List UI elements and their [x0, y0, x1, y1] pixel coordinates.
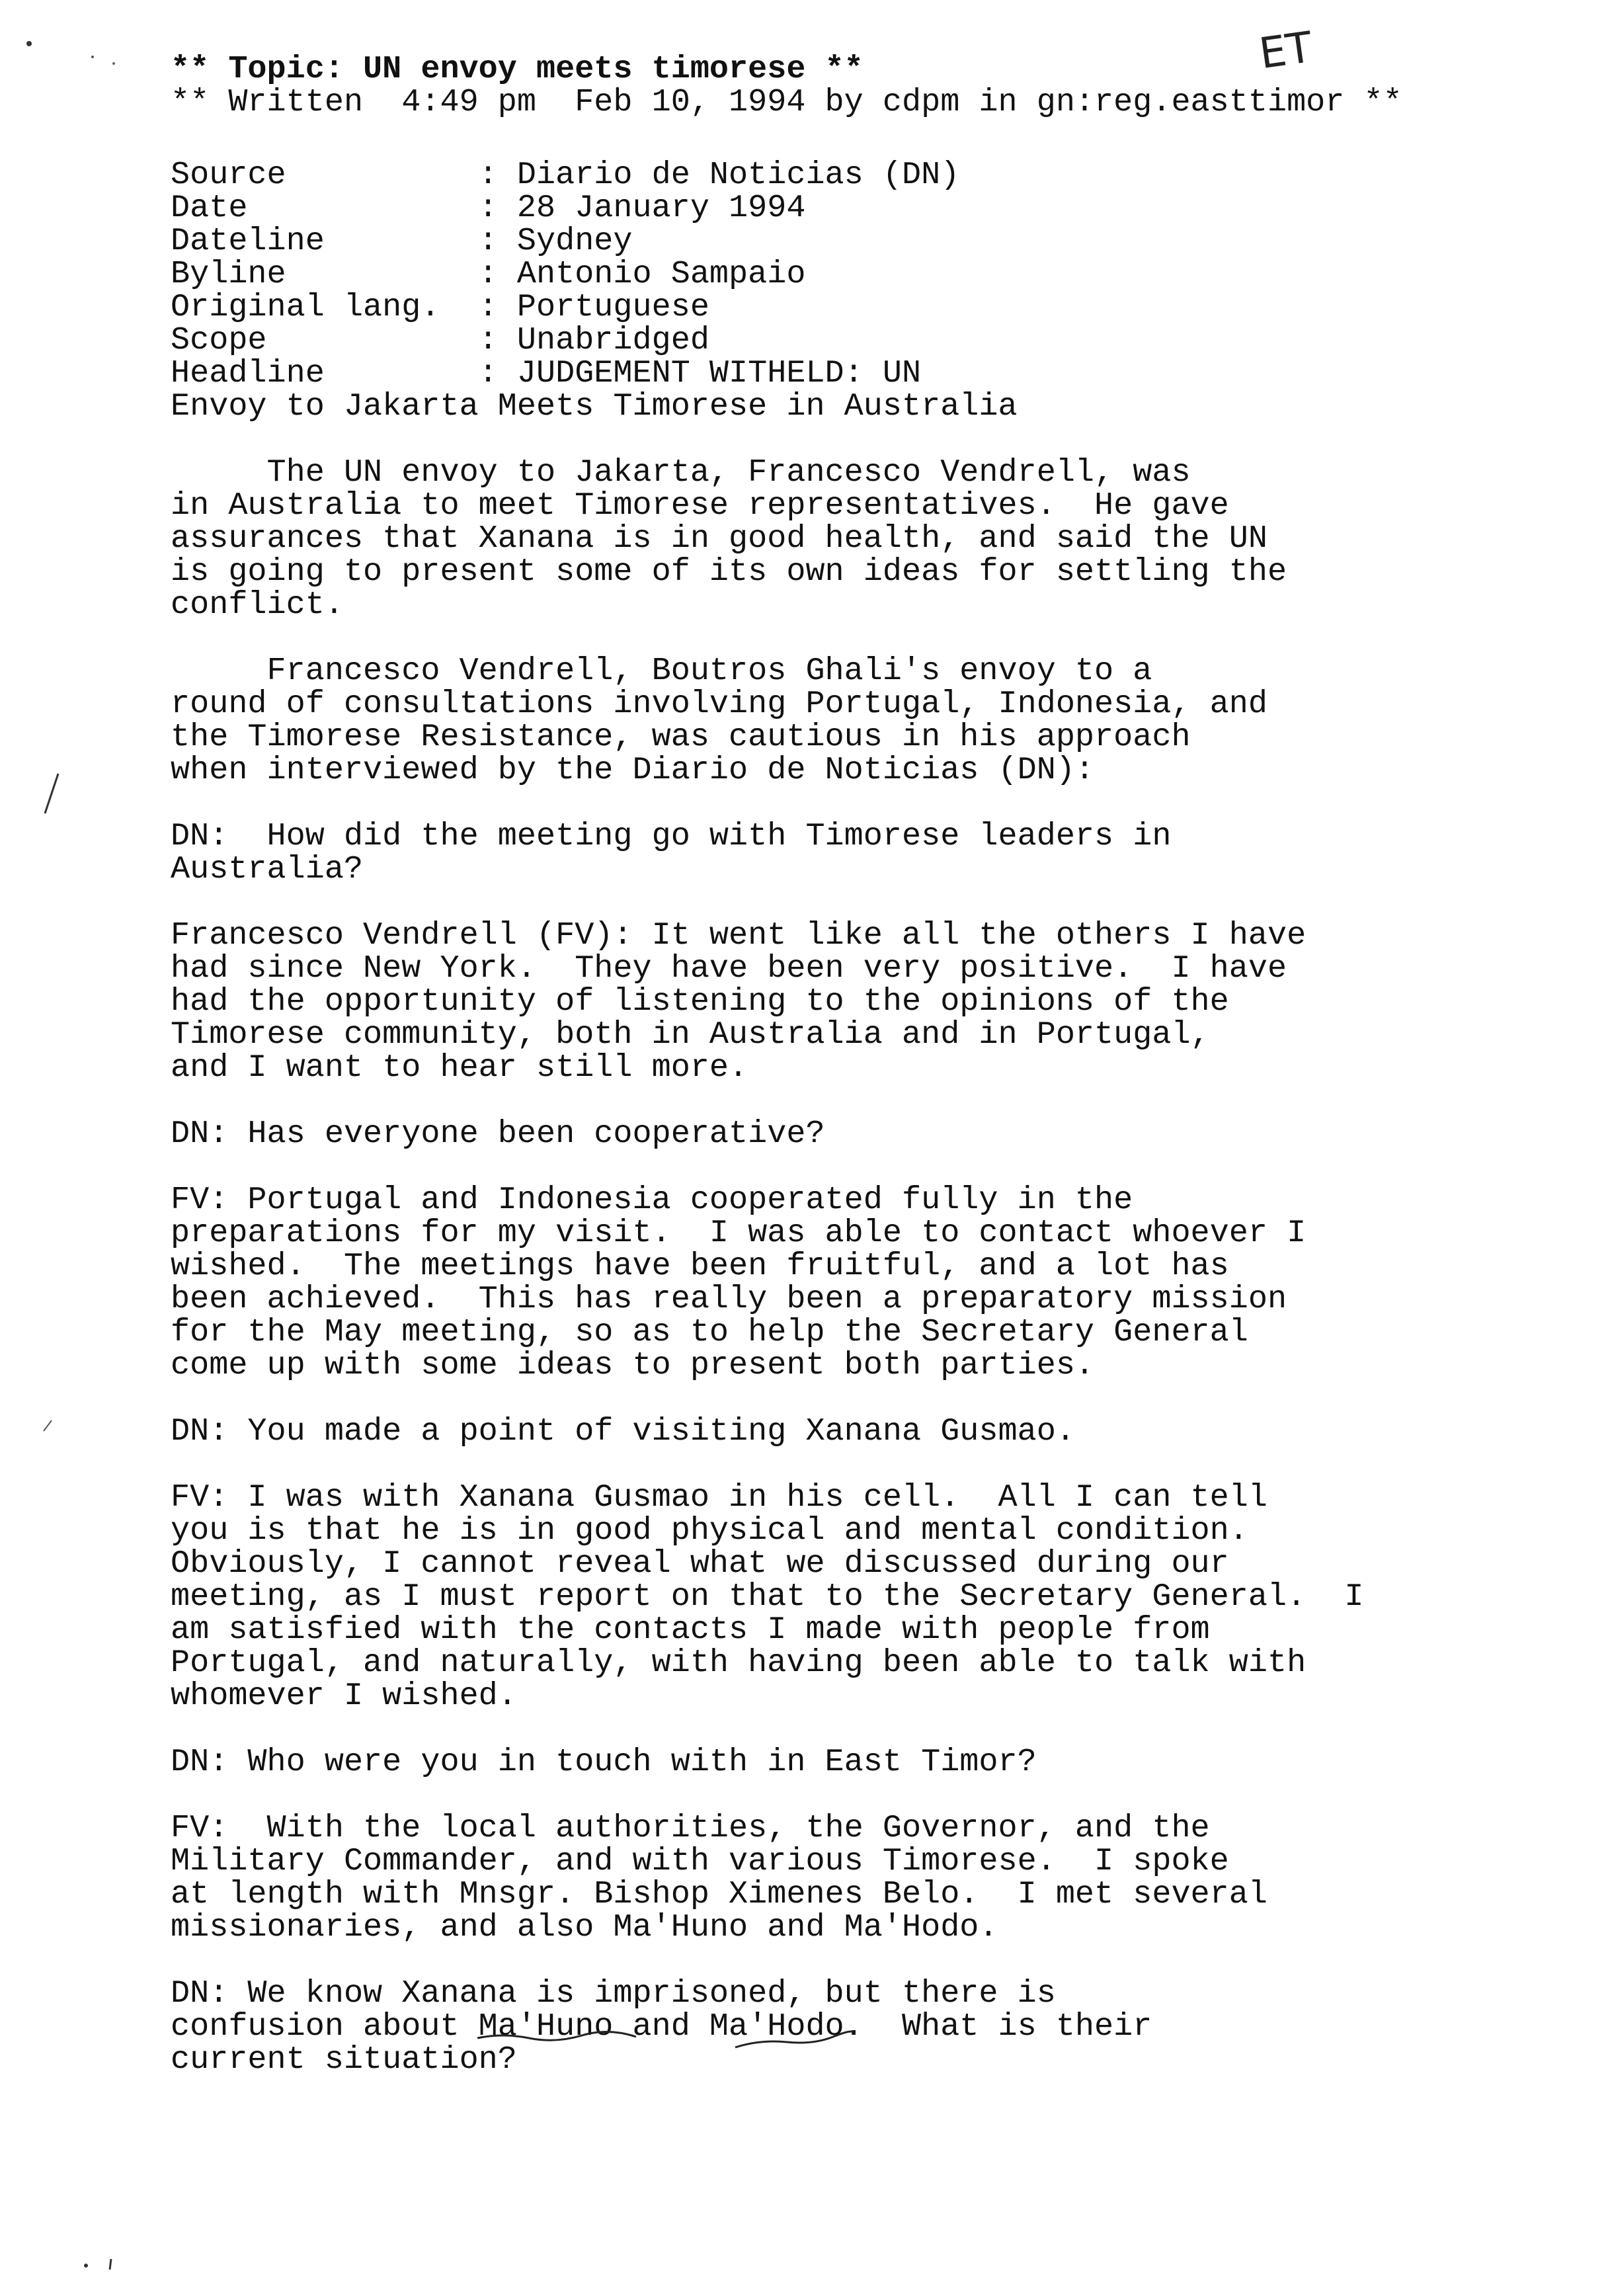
margin-dot-mark — [84, 2264, 88, 2268]
body-line: FV: I was with Xanana Gusmao in his cell. All I can tell — [171, 1479, 1267, 1516]
written-line: ** Written 4:49 pm Feb 10, 1994 by cdpm in gn:reg.easttimor ** — [171, 84, 1402, 120]
body-line: wished. The meetings have been fruitful, and a lot has — [171, 1248, 1229, 1284]
body-line: FV: With the local authorities, the Governor, and the — [171, 1810, 1210, 1846]
meta-scope: Scope : Unabridged — [171, 322, 709, 358]
body-line: had since New York. They have been very positive. I have — [171, 950, 1287, 987]
body-line: conflict. — [171, 587, 344, 623]
meta-dateline: Dateline : Sydney — [171, 223, 633, 259]
margin-tick-mark — [44, 1420, 52, 1431]
meta-original-lang: Original lang. : Portuguese — [171, 289, 709, 325]
body-line: DN: Has everyone been cooperative? — [171, 1116, 825, 1152]
underline-mahuno-mark — [477, 2031, 636, 2040]
body-line: come up with some ideas to present both parties. — [171, 1347, 1095, 1383]
body-line: am satisfied with the contacts I made with people from — [171, 1612, 1210, 1648]
meta-headline: Headline : JUDGEMENT WITHELD: UN — [171, 355, 922, 391]
body-line: at length with Mnsgr. Bishop Ximenes Belo. I met several — [171, 1876, 1267, 1912]
body-line: Australia? — [171, 851, 364, 887]
underline-mahodo-mark — [735, 2031, 853, 2047]
body-line: you is that he is in good physical and mental condition. — [171, 1512, 1248, 1549]
margin-dot-mark — [91, 56, 94, 58]
margin-tick-mark — [110, 2259, 111, 2270]
body-line: whomever I wished. — [171, 1678, 517, 1714]
body-line: DN: Who were you in touch with in East Timor? — [171, 1744, 1037, 1780]
meta-byline: Byline : Antonio Sampaio — [171, 256, 806, 292]
meta-source: Source : Diario de Noticias (DN) — [171, 157, 960, 193]
body-line: current situation? — [171, 2041, 517, 2078]
body-line: Francesco Vendrell, Boutros Ghali's envoy to a — [171, 653, 1152, 689]
body-line: Timorese community, both in Australia and in Portugal, — [171, 1016, 1210, 1053]
body-line: and I want to hear still more. — [171, 1049, 748, 1086]
body-line: preparations for my visit. I was able to contact whoever I — [171, 1215, 1306, 1251]
body-line: in Australia to meet Timorese representatives. He gave — [171, 487, 1229, 524]
body-line: round of consultations involving Portugal, Indonesia, and — [171, 686, 1267, 722]
body-line: DN: How did the meeting go with Timorese leaders in — [171, 818, 1172, 854]
body-line: been achieved. This has really been a preparatory mission — [171, 1281, 1287, 1317]
body-line: Francesco Vendrell (FV): It went like all the others I have — [171, 917, 1306, 954]
body-line: Obviously, I cannot reveal what we discussed during our — [171, 1545, 1229, 1582]
body-line: missionaries, and also Ma'Huno and Ma'Hodo. — [171, 1909, 998, 1946]
body-line: is going to present some of its own ideas for settling the — [171, 554, 1287, 590]
body-line: confusion about Ma'Huno and Ma'Hodo. What is their — [171, 2008, 1152, 2045]
body-line: The UN envoy to Jakarta, Francesco Vendrell, was — [171, 454, 1191, 491]
body-line: DN: You made a point of visiting Xanana Gusmao. — [171, 1413, 1075, 1450]
margin-dot-mark — [112, 62, 115, 65]
body-line: meeting, as I must report on that to the Secretary General. I — [171, 1578, 1364, 1615]
body-line: DN: We know Xanana is imprisoned, but there is — [171, 1975, 1056, 2012]
body-line: for the May meeting, so as to help the Secretary General — [171, 1314, 1248, 1350]
handwritten-note: ET — [1256, 22, 1316, 79]
body-line: assurances that Xanana is in good health, and said the UN — [171, 520, 1267, 557]
body-line: Portugal, and naturally, with having been able to talk with — [171, 1645, 1306, 1681]
body-line: the Timorese Resistance, was cautious in his approach — [171, 719, 1191, 755]
body-line: when interviewed by the Diario de Noticias (DN): — [171, 752, 1095, 788]
topic-line: ** Topic: UN envoy meets timorese ** — [171, 51, 864, 87]
meta-headline-cont: Envoy to Jakarta Meets Timorese in Australia — [171, 388, 1018, 425]
margin-stroke-mark — [45, 774, 58, 813]
margin-dot-mark — [26, 41, 32, 46]
meta-date: Date : 28 January 1994 — [171, 190, 806, 226]
body-line: had the opportunity of listening to the opinions of the — [171, 983, 1229, 1020]
body-line: FV: Portugal and Indonesia cooperated fully in the — [171, 1182, 1133, 1218]
body-line: Military Commander, and with various Timorese. I spoke — [171, 1843, 1229, 1879]
